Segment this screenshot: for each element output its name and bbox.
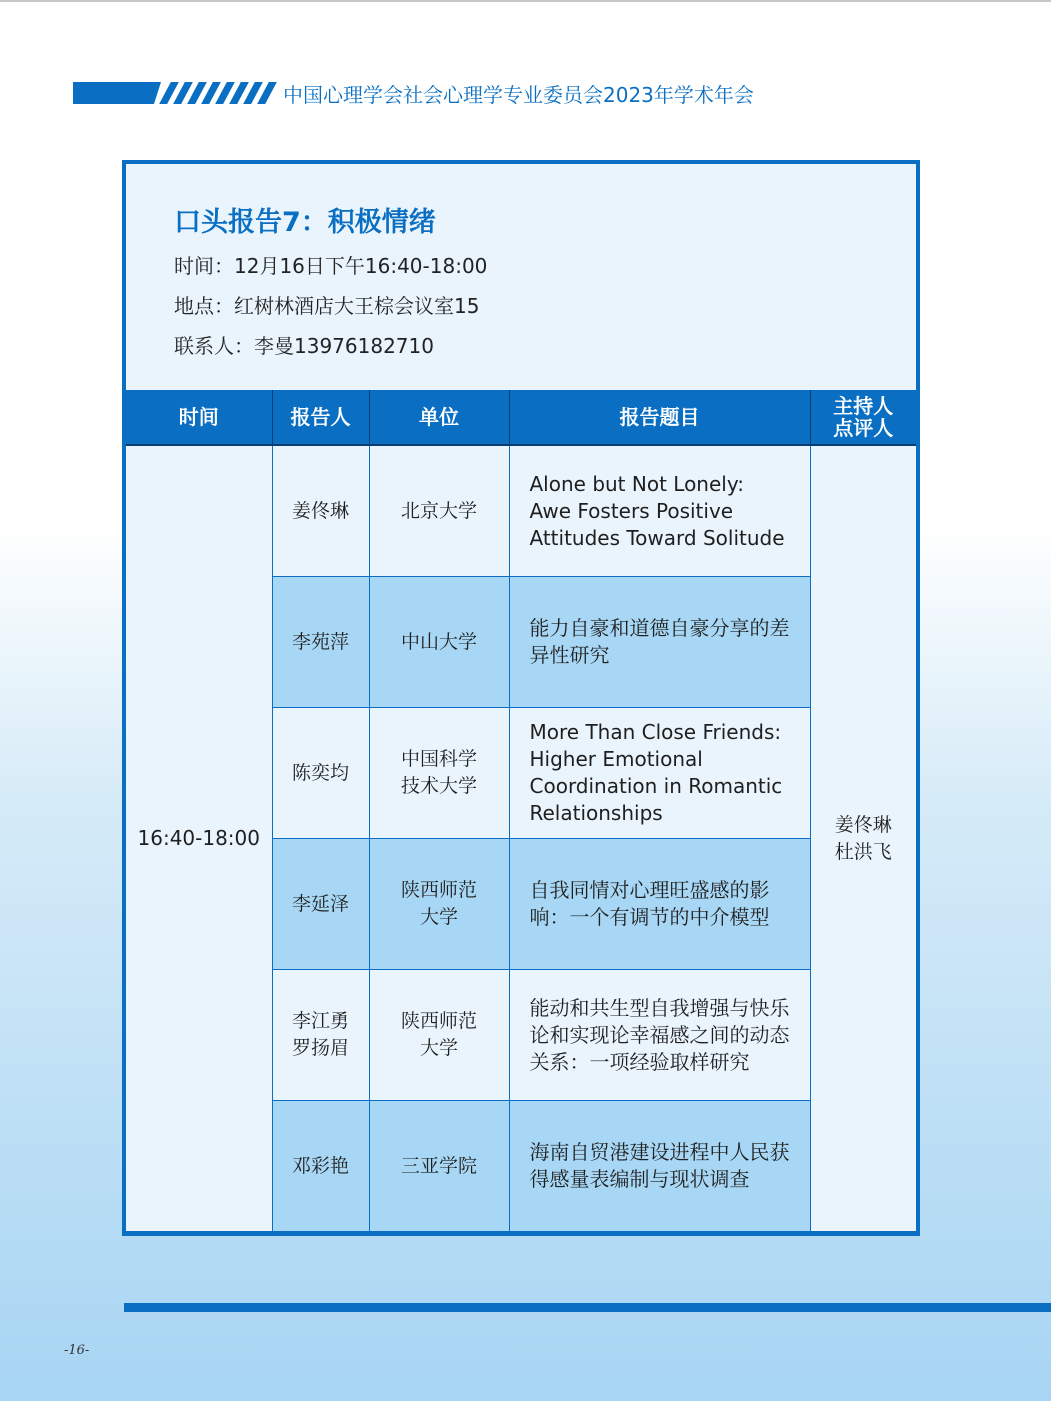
- time-cell: 16:40-18:00: [126, 445, 272, 1232]
- header-unit: 单位: [369, 390, 509, 445]
- topic-cell: 海南自贸港建设进程中人民获得感量表编制与现状调查: [509, 1101, 810, 1232]
- speaker-cell: 邓彩艳: [272, 1101, 369, 1232]
- speaker-cell: 李苑萍: [272, 577, 369, 708]
- unit-cell: 三亚学院: [369, 1101, 509, 1232]
- unit-cell: 中国科学 技术大学: [369, 708, 509, 839]
- conference-title: 中国心理学会社会心理学专业委员会2023年学术年会: [283, 83, 754, 107]
- header-stripes: [165, 82, 277, 104]
- topic-cell: Alone but Not Lonely: Awe Fosters Positive Attitudes Toward Solitude: [509, 445, 810, 577]
- table-row: [126, 445, 916, 577]
- session-title: 口头报告7：积极情绪: [174, 207, 436, 238]
- header-speaker: 报告人: [272, 390, 369, 445]
- session-time: 时间：12月16日下午16:40-18:00: [174, 254, 488, 278]
- footer-bar: [124, 1303, 1051, 1312]
- speaker-cell: 李延泽: [272, 839, 369, 970]
- host-cell: 姜佟琳 杜洪飞: [810, 445, 916, 1232]
- session-info: [126, 164, 916, 390]
- speaker-cell: 陈奕均: [272, 708, 369, 839]
- unit-cell: 陕西师范 大学: [369, 970, 509, 1101]
- topic-cell: 能力自豪和道德自豪分享的差异性研究: [509, 577, 810, 708]
- topic-cell: 自我同情对心理旺盛感的影响：一个有调节的中介模型: [509, 839, 810, 970]
- header-decoration: [73, 82, 277, 104]
- schedule-table: [126, 390, 916, 1232]
- session-contact: 联系人：李曼13976182710: [174, 334, 434, 358]
- speaker-cell: 李江勇 罗扬眉: [272, 970, 369, 1101]
- header-host: 主持人 点评人: [810, 390, 916, 445]
- session-location: 地点：红树林酒店大王棕会议室15: [174, 294, 480, 318]
- page-number: -16-: [64, 1343, 90, 1358]
- header-solid-bar: [73, 82, 161, 104]
- header-topic: 报告题目: [509, 390, 810, 445]
- unit-cell: 陕西师范 大学: [369, 839, 509, 970]
- unit-cell: 北京大学: [369, 445, 509, 577]
- top-border: [0, 0, 1051, 2]
- header-time: 时间: [126, 390, 272, 445]
- topic-cell: 能动和共生型自我增强与快乐论和实现论幸福感之间的动态关系：一项经验取样研究: [509, 970, 810, 1101]
- topic-cell: More Than Close Friends: Higher Emotional Coordination in Romantic Relationships: [509, 708, 810, 839]
- session-card: [122, 160, 920, 1236]
- unit-cell: 中山大学: [369, 577, 509, 708]
- speaker-cell: 姜佟琳: [272, 445, 369, 577]
